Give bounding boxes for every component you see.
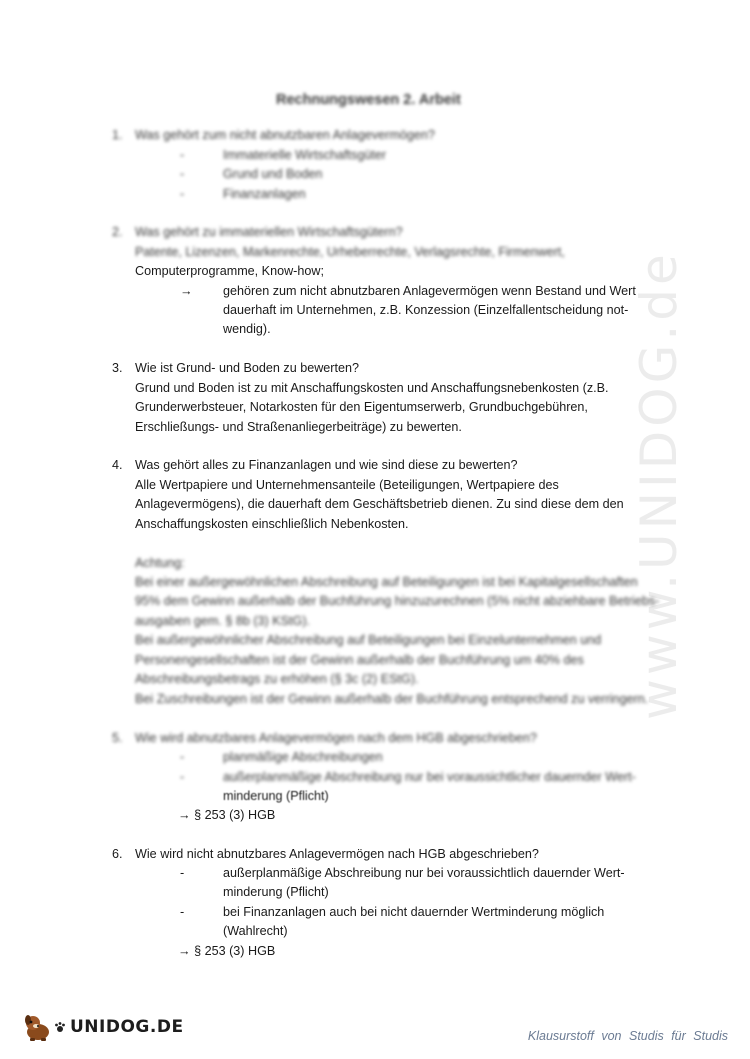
answer-line: dauerhaft im Unternehmen, z.B. Konzession (Einzelfallentscheidung not- [223,303,629,317]
legal-reference: → § 253 (3) HGB [178,944,276,958]
bullet-dash: - [180,167,185,181]
bullet-text: außerplanmäßige Abschreibung nur bei voraussichtlich dauernder Wert- [223,866,625,880]
note-line: Bei einer außergewöhnlichen Abschreibung auf Beteiligungen ist bei Kapitalgesellschaften [135,575,638,589]
footer-tagline: Klausurstoff von Studis für Studis [527,1029,728,1043]
answer-line: Anschaffungskosten einschließlich Nebenkosten. [135,517,409,531]
unidog-logo [22,1012,184,1042]
dog-icon [22,1012,54,1042]
note-line: ausgaben gem. § 8b (3) KStG). [135,614,311,628]
question-text: Was gehört zu immateriellen Wirtschaftsgütern? [135,225,403,239]
bullet-dash: - [180,750,185,764]
bullet-dash: - [180,866,185,880]
note-line: Bei Zuschreibungen ist der Gewinn außerhalb der Buchführung entsprechend zu verringern. [135,692,649,706]
question-text: Was gehört alles zu Finanzanlagen und wie sind diese zu bewerten? [135,458,518,472]
bullet-text: Finanzanlagen [223,187,306,201]
question-number: 6. [112,847,123,861]
bullet-text: bei Finanzanlagen auch bei nicht dauernder Wertminderung möglich [223,905,605,919]
question-text: Was gehört zum nicht abnutzbaren Anlagevermögen? [135,128,435,142]
bullet-text: minderung (Pflicht) [223,789,329,803]
bullet-text: außerplanmäßige Abschreibung nur bei voraussichtlicher dauernder Wert- [223,770,636,784]
bullet-text: planmäßige Abschreibungen [223,750,383,764]
question-number: 3. [112,361,123,375]
question-number: 2. [112,225,123,239]
bullet-dash: - [180,187,185,201]
answer-line: Grund und Boden ist zu mit Anschaffungskosten und Anschaffungsnebenkosten (z.B. [135,381,609,395]
answer-line: Alle Wertpapiere und Unternehmensanteile (Beteiligungen, Wertpapiere des [135,478,559,492]
bullet-text: (Wahlrecht) [223,924,288,938]
bullet-dash: - [180,770,185,784]
document-title: Rechnungswesen 2. Arbeit [276,92,461,108]
legal-reference: → § 253 (3) HGB [178,808,276,822]
question-text: Wie wird nicht abnutzbares Anlagevermögen nach HGB abgeschrieben? [135,847,539,861]
question-text: Wie wird abnutzbares Anlagevermögen nach dem HGB abgeschrieben? [135,731,537,745]
note-line: Abschreibungsbetrags zu erhöhen (§ 3c (2) EStG). [135,672,419,686]
question-text: Wie ist Grund- und Boden zu bewerten? [135,361,360,375]
answer-line: Patente, Lizenzen, Markenrechte, Urheberrechte, Verlagsrechte, Firmenwert, [135,245,565,259]
answer-line: wendig). [223,322,271,336]
answer-line: Anlagevermögens), die dauerhaft dem Geschäftsbetrieb dienen. Zu sind diese dem den [135,497,624,511]
bullet-dash: - [180,905,185,919]
arrow-icon: → [180,284,193,298]
paw-icon [54,1021,66,1033]
answer-line: Erschließungs- und Straßenanliegerbeiträge) zu bewerten. [135,420,462,434]
note-line: 95% dem Gewinn außerhalb der Buchführung hinzuzurechnen (5% nicht abziehbare Betriebs- [135,594,660,608]
answer-line: gehören zum nicht abnutzbaren Anlagevermögen wenn Bestand und Wert [223,284,636,298]
question-number: 1. [112,128,123,142]
bullet-text: Immaterielle Wirtschaftsgüter [223,148,387,162]
bullet-text: Grund und Boden [223,167,323,181]
question-number: 4. [112,458,123,472]
note-line: Personengesellschaften ist der Gewinn außerhalb der Buchführung um 40% des [135,653,584,667]
answer-line: Computerprogramme, Know-how; [135,264,324,278]
note-line: Achtung: [135,556,185,570]
bullet-dash: - [180,148,185,162]
logo-text: UNIDOG.DE [70,1017,184,1037]
question-number: 5. [112,731,123,745]
watermark: www.UNIDOG.de [630,250,688,720]
note-line: Bei außergewöhnlicher Abschreibung auf Beteiligungen bei Einzelunternehmen und [135,633,602,647]
answer-line: Grunderwerbsteuer, Notarkosten für den Eigentumserwerb, Grundbuchgebühren, [135,400,588,414]
bullet-text: minderung (Pflicht) [223,885,329,899]
